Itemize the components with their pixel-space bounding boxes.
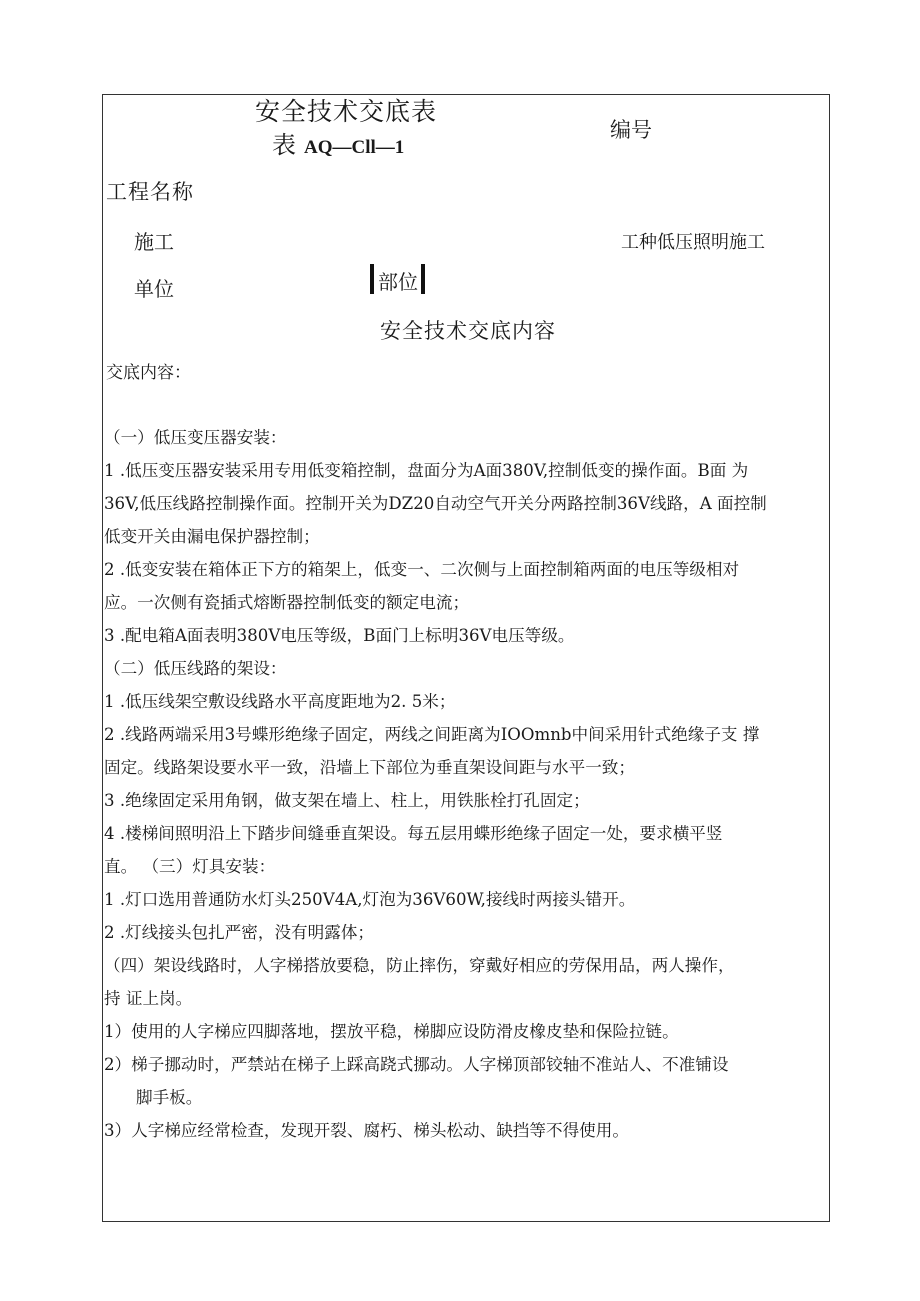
content-line: 1 .灯口选用普通防水灯头250V4A,灯泡为36V60W,接线时两接头错开。 — [104, 890, 636, 909]
form-prefix: 表 — [272, 131, 296, 159]
section-heading: 安全技术交底内容 — [380, 319, 556, 343]
project-name-label: 工程名称 — [106, 180, 194, 204]
content-line: 直。 （三）灯具安装： — [104, 857, 276, 876]
content-line: 4 .楼梯间照明沿上下踏步间缝垂直架设。每五层用蝶形绝缘子固定一处，要求横平竖 — [104, 824, 723, 843]
content-line: 低变开关由漏电保护器控制； — [104, 527, 320, 546]
content-line: 1 .低压变压器安装采用专用低变箱控制，盘面分为A面380V,控制低变的操作面。B面 为 — [104, 461, 749, 480]
content-line: 3）人字梯应经常检查，发现开裂、腐朽、梯头松动、缺挡等不得使用。 — [104, 1121, 629, 1140]
content-line: 3 .配电箱A面表明380V电压等级，B面门上标明36V电压等级。 — [104, 626, 575, 645]
content-line: （一）低压变压器安装： — [104, 428, 287, 447]
form-code: AQ—Cll—1 — [304, 137, 405, 158]
content-line: 2 .低变安装在箱体正下方的箱架上，低变一、二次侧与上面控制箱两面的电压等级相对 — [104, 560, 740, 579]
trade-label: 工种低压照明施工 — [621, 232, 765, 253]
content-line: 36V,低压线路控制操作面。控制开关为DZ20自动空气开关分两路控制36V线路，A 面控制 — [104, 494, 767, 513]
content-line: 固定。线路架设要水平一致，沿墙上下部位为垂直架设间距与水平一致； — [104, 758, 635, 777]
form-code-line — [272, 125, 404, 160]
part-bracket-right — [421, 264, 425, 294]
content-line: （四）架设线路时，人字梯搭放要稳，防止摔伤，穿戴好相应的劳保用品，两人操作， — [104, 956, 735, 975]
content-line: 1 .低压线架空敷设线路水平高度距地为2. 5米； — [104, 692, 456, 711]
content-line: 脚手板。 — [136, 1088, 203, 1107]
content-label: 交底内容： — [106, 363, 191, 383]
content-line: 持 证上岗。 — [104, 989, 193, 1008]
content-body — [104, 421, 826, 1147]
content-line: 2 .灯线接头包扎严密，没有明露体； — [104, 923, 375, 942]
content-line: 2 .线路两端采用3号蝶形绝缘子固定，两线之间距离为IOOmnb中间采用针式绝缘子支 撑 — [104, 725, 760, 744]
form-title: 安全技术交底表 — [255, 97, 438, 126]
content-line: 3 .绝缘固定采用角钢，做支架在墙上、柱上，用铁胀栓打孔固定； — [104, 791, 590, 810]
content-line: 应。一次侧有瓷插式熔断器控制低变的额定电流； — [104, 593, 470, 612]
part-field — [370, 262, 425, 294]
part-label: 部位 — [378, 270, 418, 294]
content-line: （二）低压线路的架设： — [104, 659, 287, 678]
content-line: 2）梯子挪动时，严禁站在梯子上踩高跷式挪动。人字梯顶部铰轴不准站人、不准铺设 — [104, 1055, 729, 1074]
unit-label: 单位 — [134, 277, 174, 301]
content-line: 1）使用的人字梯应四脚落地，摆放平稳，梯脚应设防滑皮橡皮垫和保险拉链。 — [104, 1022, 679, 1041]
number-label: 编号 — [610, 118, 652, 142]
construction-label: 施工 — [134, 230, 174, 254]
